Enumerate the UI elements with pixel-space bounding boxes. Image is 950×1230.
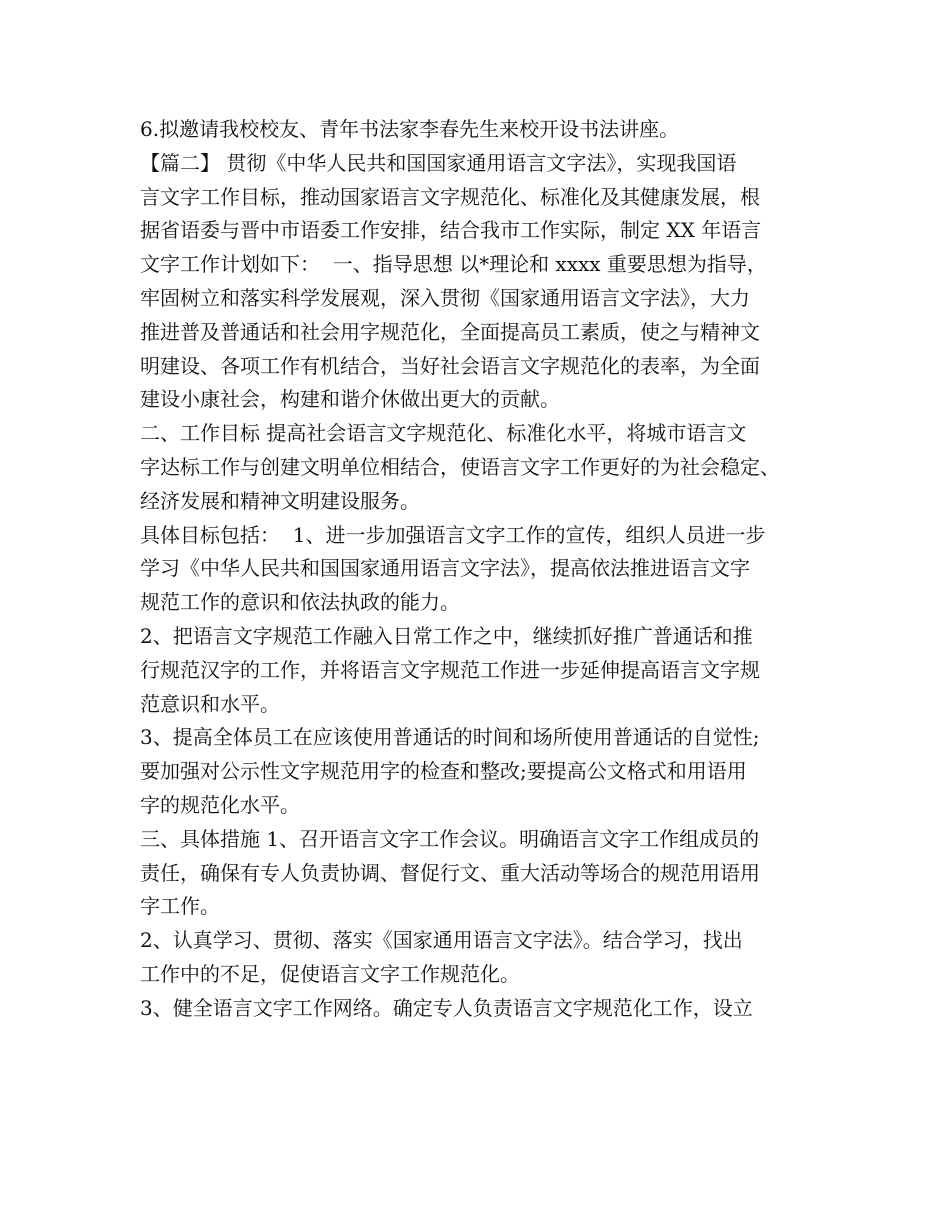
text-line: 2、认真学习、贯彻、落实《国家通用语言文字法》。结合学习，找出 [140, 928, 743, 953]
text-line: 工作中的不足，促使语言文字工作规范化。 [140, 961, 520, 986]
text-line: 文字工作计划如下： 一、指导思想 以*理论和 xxxx 重要思想为指导， [140, 252, 767, 277]
text-line: 牢固树立和落实科学发展观，深入贯彻《国家通用语言文字法》，大力 [140, 285, 750, 310]
text-line: 范意识和水平。 [140, 691, 280, 716]
text-line: 3、提高全体员工在应该使用普通话的时间和场所使用普通话的自觉性; [140, 725, 760, 750]
text-line: 6.拟邀请我校校友、青年书法家李春先生来校开设书法讲座。 [140, 117, 680, 141]
text-line: 具体目标包括： 1、进一步加强语言文字工作的宣传，组织人员进一步 [140, 522, 766, 547]
document-body [140, 113, 830, 1026]
text-line: 三、具体措施 1、召开语言文字工作会议。明确语言文字工作组成员的 [140, 826, 760, 851]
text-line: 【篇二】 贯彻《中华人民共和国国家通用语言文字法》，实现我国语 [140, 150, 737, 175]
text-line: 责任，确保有专人负责协调、督促行文、重大活动等场合的规范用语用 [140, 860, 760, 885]
text-line: 字达标工作与创建文明单位相结合，使语言文字工作更好的为社会稳定、 [140, 454, 780, 479]
text-line: 字的规范化水平。 [140, 792, 300, 817]
text-line: 要加强对公示性文字规范用字的检查和整改;要提高公文格式和用语用 [140, 759, 747, 784]
text-line: 建设小康社会，构建和谐介休做出更大的贡献。 [140, 387, 560, 412]
text-line: 推进普及普通话和社会用字规范化，全面提高员工素质，使之与精神文 [140, 319, 760, 344]
text-line: 2、把语言文字规范工作融入日常工作之中，继续抓好推广普通话和推 [140, 623, 753, 648]
text-line: 学习《中华人民共和国国家通用语言文字法》，提高依法推进语言文字 [140, 556, 750, 581]
text-line: 经济发展和精神文明建设服务。 [140, 488, 420, 513]
text-line: 行规范汉字的工作，并将语言文字规范工作进一步延伸提高语言文字规 [140, 657, 760, 682]
text-line: 字工作。 [140, 894, 220, 919]
text-line: 明建设、各项工作有机结合，当好社会语言文字规范化的表率，为全面 [140, 353, 760, 378]
text-line: 规范工作的意识和依法执政的能力。 [140, 590, 460, 615]
text-line: 据省语委与晋中市语委工作安排，结合我市工作实际，制定 XX 年语言 [140, 218, 762, 243]
text-line: 言文字工作目标，推动国家语言文字规范化、标准化及其健康发展，根 [140, 184, 760, 209]
text-line: 二、工作目标 提高社会语言文字规范化、标准化水平，将城市语言文 [140, 421, 747, 446]
text-line: 3、健全语言文字工作网络。确定专人负责语言文字规范化工作，设立 [140, 995, 753, 1020]
